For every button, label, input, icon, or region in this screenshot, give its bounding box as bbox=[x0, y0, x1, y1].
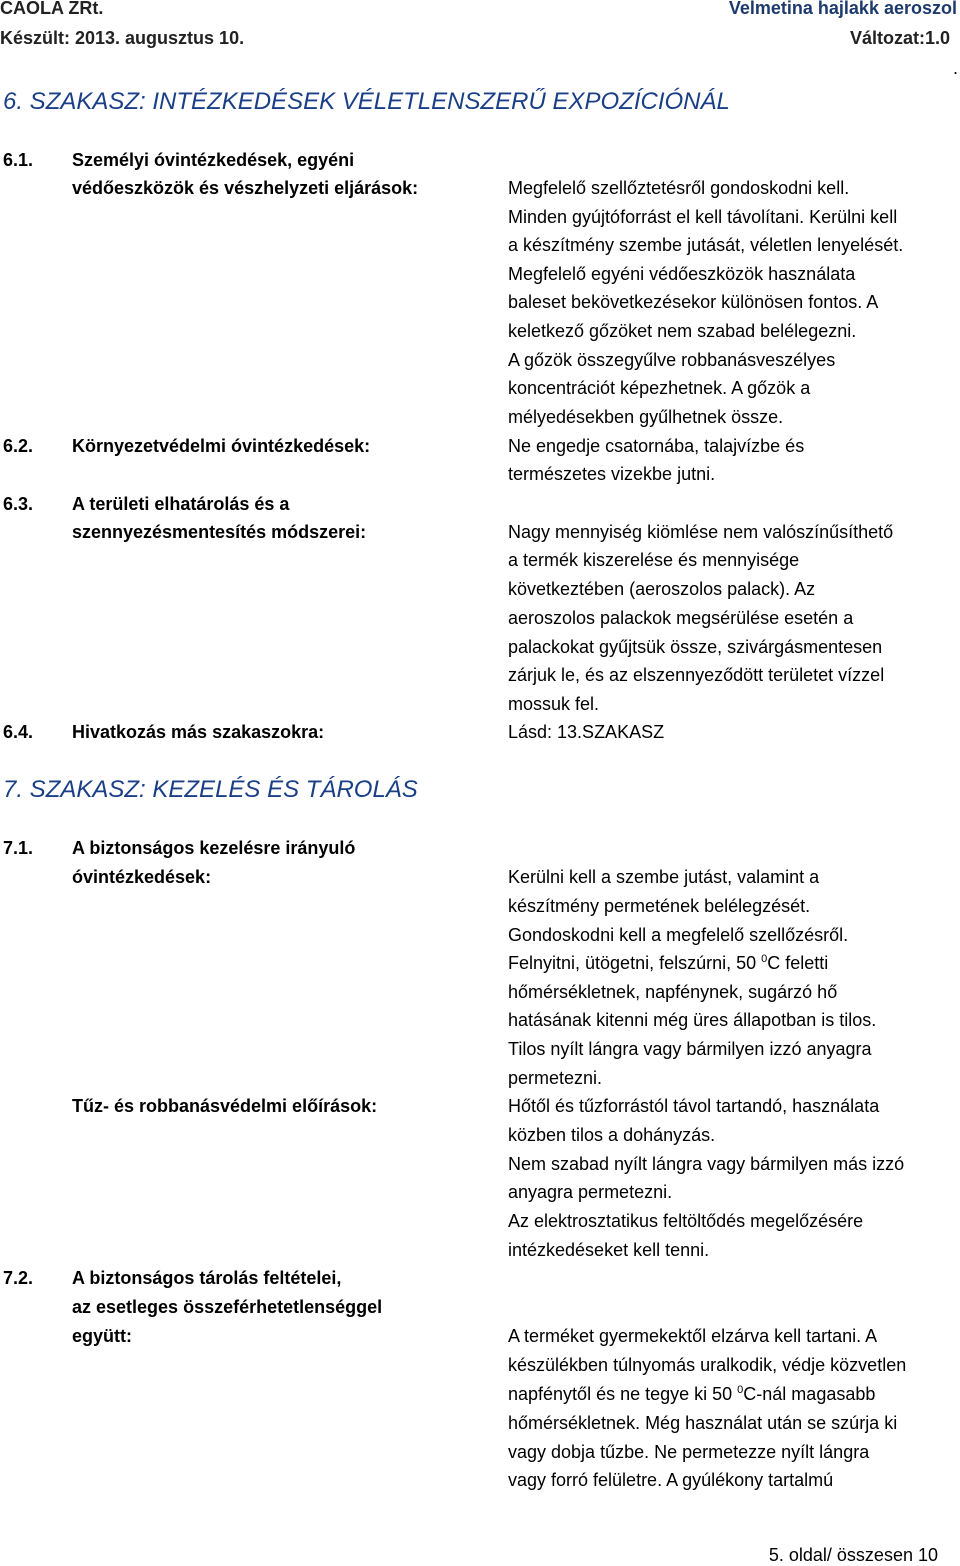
degree-superscript: 0 bbox=[737, 1384, 744, 1396]
product-name: Velmetina hajlakk aeroszol bbox=[728, 0, 957, 18]
section-6-3-label-line2: szennyezésmentesítés módszerei: bbox=[72, 522, 367, 542]
version: Változat:1.0 bbox=[849, 28, 950, 48]
section-6-1-text-line: mélyedésekben gyűlhetnek össze. bbox=[508, 407, 784, 427]
section-6-3-number: 6.3. bbox=[3, 494, 34, 514]
section-7-1-text-line: permetezni. bbox=[508, 1068, 603, 1088]
fire-protection-text-line: Hőtől és tűzforrástól távol tartandó, használata bbox=[508, 1096, 880, 1116]
section-7-1-text-line: Kerülni kell a szembe jutást, valamint a bbox=[508, 867, 820, 887]
section-7-1-text-line: Tilos nyílt lángra vagy bármilyen izzó anyagra bbox=[508, 1039, 872, 1059]
temperature-text-end: C-nál magasabb bbox=[743, 1384, 876, 1404]
section-6-1-label-line2: védőeszközök és vészhelyzeti eljárások: bbox=[72, 178, 419, 198]
temperature-text-end: C feletti bbox=[767, 953, 829, 973]
fire-protection-text-line: közben tilos a dohányzás. bbox=[508, 1125, 716, 1145]
section-7-2-label-line1: A biztonságos tárolás feltételei, bbox=[72, 1268, 342, 1288]
section-6-3-text-line: a termék kiszerelése és mennyisége bbox=[508, 550, 800, 570]
section-7-1-text-line: hőmérsékletnek, napfénynek, sugárzó hő bbox=[508, 982, 838, 1002]
section-6-1-text-line: Megfelelő szellőztetésről gondoskodni kell. bbox=[508, 178, 850, 198]
section-6-title: 6. SZAKASZ: INTÉZKEDÉSEK VÉLETLENSZERŰ EXPOZÍCIÓNÁL bbox=[3, 88, 730, 115]
section-6-1-label-line1: Személyi óvintézkedések, egyéni bbox=[72, 150, 355, 170]
section-6-4-value: Lásd: 13.SZAKASZ bbox=[508, 722, 665, 742]
company-name: CAOLA ZRt. bbox=[0, 0, 104, 18]
section-7-2-label-line2: az esetleges összeférhetetlenséggel bbox=[72, 1297, 383, 1317]
section-7-2-text-line: készülékben túlnyomás uralkodik, védje közvetlen bbox=[508, 1355, 907, 1375]
section-6-1-text-line: koncentrációt képezhetnek. A gőzök a bbox=[508, 378, 811, 398]
section-6-3-text-line: Nagy mennyiség kiömlése nem valószínűsíthető bbox=[508, 522, 894, 542]
section-7-2-text-line: vagy forró felületre. A gyúlékony tartalmú bbox=[508, 1470, 834, 1490]
section-6-3-text-line: következtében (aeroszolos palack). Az bbox=[508, 579, 816, 599]
section-6-1-text-line: keletkező gőzöket nem szabad belélegezni. bbox=[508, 321, 857, 341]
fire-protection-text-line: Nem szabad nyílt lángra vagy bármilyen más izzó bbox=[508, 1154, 905, 1174]
prepared-date: Készült: 2013. augusztus 10. bbox=[0, 28, 245, 48]
section-6-1-text-line: a készítmény szembe jutását, véletlen lenyelését. bbox=[508, 235, 904, 255]
section-7-2-number: 7.2. bbox=[3, 1268, 34, 1288]
section-6-3-text-line: aeroszolos palackok megsérülése esetén a bbox=[508, 608, 854, 628]
section-6-2-text-line: természetes vizekbe jutni. bbox=[508, 464, 716, 484]
section-7-1-label-line2: óvintézkedések: bbox=[72, 867, 212, 887]
section-6-2-label: Környezetvédelmi óvintézkedések: bbox=[72, 436, 371, 456]
section-6-1-text-line: A gőzök összegyűlve robbanásveszélyes bbox=[508, 350, 836, 370]
section-7-1-label-line1: A biztonságos kezelésre irányuló bbox=[72, 838, 356, 858]
section-7-1-text-line: hatásának kitenni még üres állapotban is tilos. bbox=[508, 1010, 877, 1030]
section-6-1-number: 6.1. bbox=[3, 150, 34, 170]
section-7-1-text-line: Gondoskodni kell a megfelelő szellőzésről. bbox=[508, 925, 849, 945]
section-6-4-number: 6.4. bbox=[3, 722, 34, 742]
section-6-1-text-line: Megfelelő egyéni védőeszközök használata bbox=[508, 264, 856, 284]
section-6-1-text-line: Minden gyújtóforrást el kell távolítani. Kerülni kell bbox=[508, 207, 898, 227]
degree-superscript: 0 bbox=[761, 953, 768, 965]
section-6-3-text-line: mossuk fel. bbox=[508, 694, 600, 714]
page-number: 5. oldal/ összesen 10 bbox=[768, 1545, 938, 1565]
section-7-2-text-line: vagy dobja tűzbe. Ne permetezze nyílt lángra bbox=[508, 1442, 870, 1462]
section-6-2-text-line: Ne engedje csatornába, talajvízbe és bbox=[508, 436, 805, 456]
section-7-2-text-line bbox=[508, 1384, 875, 1405]
section-6-4-label: Hivatkozás más szakaszokra: bbox=[72, 722, 325, 742]
fire-protection-text-line: anyagra permetezni. bbox=[508, 1182, 673, 1202]
section-7-title: 7. SZAKASZ: KEZELÉS ÉS TÁROLÁS bbox=[3, 776, 418, 803]
section-6-3-text-line: zárjuk le, és az elszennyeződött területet vízzel bbox=[508, 665, 885, 685]
section-6-1-text-line: baleset bekövetkezésekor különösen fontos. A bbox=[508, 292, 879, 312]
section-7-1-text-line: készítmény permetének belélegzését. bbox=[508, 896, 811, 916]
section-6-3-label-line1: A területi elhatárolás és a bbox=[72, 494, 290, 514]
section-7-1-text-line bbox=[508, 953, 828, 974]
header-dot: . bbox=[952, 58, 958, 78]
section-7-2-text-line: A terméket gyermekektől elzárva kell tartani. A bbox=[508, 1326, 878, 1346]
temperature-text-start: Felnyitni, ütögetni, felszúrni, 50 bbox=[508, 953, 762, 973]
section-7-2-label-line3: együtt: bbox=[72, 1326, 132, 1346]
section-7-2-text-line: hőmérsékletnek. Még használat után se szúrja ki bbox=[508, 1413, 898, 1433]
temperature-text-start: napfénytől és ne tegye ki 50 bbox=[508, 1384, 738, 1404]
fire-protection-label: Tűz- és robbanásvédelmi előírások: bbox=[72, 1096, 378, 1116]
section-6-3-text-line: palackokat gyűjtsük össze, szivárgásmentesen bbox=[508, 637, 883, 657]
fire-protection-text-line: intézkedéseket kell tenni. bbox=[508, 1240, 710, 1260]
section-6-2-number: 6.2. bbox=[3, 436, 34, 456]
section-7-1-number: 7.1. bbox=[3, 838, 34, 858]
fire-protection-text-line: Az elektrosztatikus feltöltődés megelőzésére bbox=[508, 1211, 864, 1231]
